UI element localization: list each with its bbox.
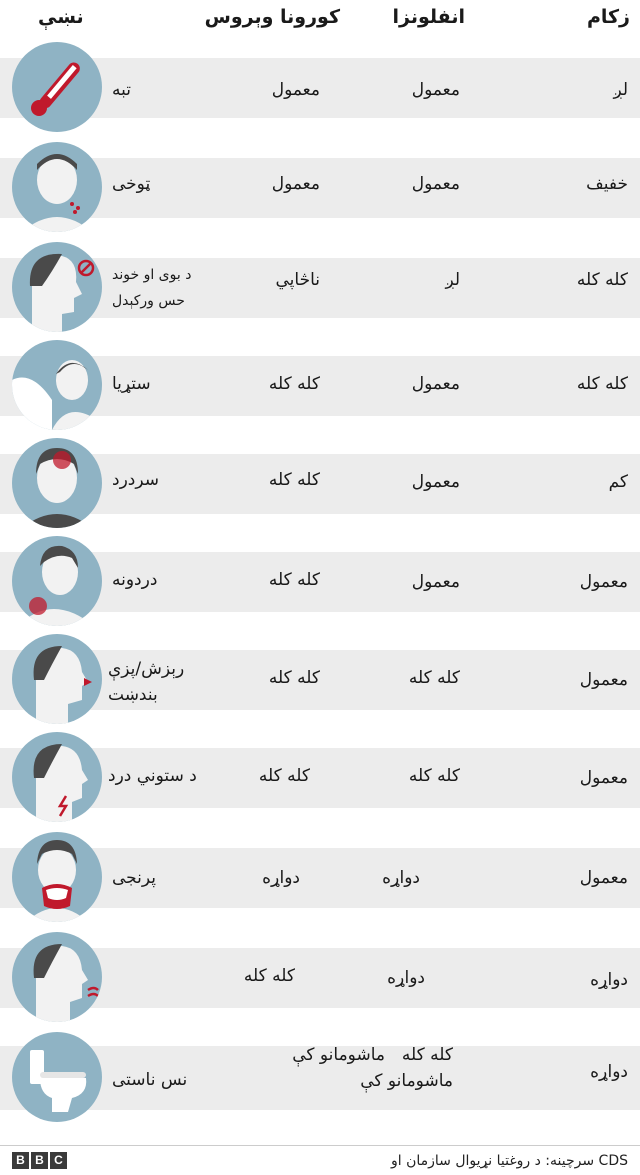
symptom-label: ستړیا <box>112 374 151 394</box>
corona-value: کله کله <box>258 766 310 786</box>
flu-value: معمول <box>411 174 460 194</box>
loss-of-smell-icon <box>12 242 102 332</box>
runny-nose-icon <box>12 634 102 724</box>
flu-value: کله کله ماشومانو کې <box>360 1045 453 1091</box>
cold-value: خفیف <box>586 174 628 194</box>
cold-value: کله کله <box>576 270 628 290</box>
corona-value: معمول <box>271 174 320 194</box>
symptom-label: رېزش/پزې بندښت <box>108 659 185 705</box>
headache-icon <box>12 438 102 528</box>
sneezing-icon <box>12 832 102 922</box>
shortness-of-breath-icon <box>12 932 102 1022</box>
sore-throat-icon <box>12 732 102 822</box>
cold-value: معمول <box>579 572 628 592</box>
flu-value: معمول <box>411 374 460 394</box>
flu-value: کله کله <box>408 766 460 786</box>
tired-person-icon <box>12 340 102 430</box>
header-flu: انفلونزا <box>392 6 465 28</box>
cold-value: کم <box>608 472 628 492</box>
cold-value: معمول <box>579 670 628 690</box>
header-symptoms: نښې <box>38 6 84 28</box>
toilet-icon <box>12 1032 102 1122</box>
bbc-logo-block: B <box>31 1152 48 1169</box>
symptom-label: د بوی او خوند حس ورکېدل <box>112 267 192 309</box>
flu-value: معمول <box>411 80 460 100</box>
symptom-label: تبه <box>112 80 131 100</box>
corona-value: ناڅاپي <box>275 270 320 290</box>
corona-value: کله کله <box>268 374 320 394</box>
thermometer-icon <box>12 42 102 132</box>
corona-value: دواړه <box>262 868 300 888</box>
header-cold: زکام <box>586 6 630 28</box>
flu-value: معمول <box>411 472 460 492</box>
cold-value: لږ <box>613 80 628 100</box>
footer-divider <box>0 1145 640 1146</box>
flu-value: دواړه <box>382 868 420 888</box>
flu-value: معمول <box>411 572 460 592</box>
symptom-label: ټوخی <box>112 174 151 194</box>
corona-value: معمول <box>271 80 320 100</box>
source-credit: سرچینه: د روغتیا نړیوال سازمان او CDS <box>391 1153 628 1169</box>
symptom-label: پرنجی <box>112 868 156 888</box>
symptom-label: نس ناستی <box>112 1070 188 1090</box>
symptom-label: د ستوني درد <box>108 766 197 786</box>
bbc-logo <box>12 1152 67 1169</box>
header-corona: کورونا وېروس <box>204 6 340 28</box>
flu-value: لږ <box>445 270 460 290</box>
cold-value: کله کله <box>576 374 628 394</box>
corona-value: کله کله <box>268 470 320 490</box>
flu-value: دواړه <box>387 968 425 988</box>
bbc-logo-block: C <box>50 1152 67 1169</box>
coughing-person-icon <box>12 142 102 232</box>
bbc-logo-block: B <box>12 1152 29 1169</box>
symptom-label: سردرد <box>112 470 159 490</box>
cold-value: دواړه <box>590 970 628 990</box>
corona-value: کله کله <box>268 570 320 590</box>
cold-value: معمول <box>579 868 628 888</box>
cold-value: دواړه <box>590 1062 628 1082</box>
body-ache-icon <box>12 536 102 626</box>
corona-value: کله کله <box>268 668 320 688</box>
cold-value: معمول <box>579 768 628 788</box>
table-header <box>0 0 640 50</box>
flu-value: کله کله <box>408 668 460 688</box>
corona-value: کله کله <box>243 966 295 986</box>
corona-value: ماشومانو کې <box>292 1045 385 1065</box>
symptom-label: دردونه <box>112 570 158 590</box>
